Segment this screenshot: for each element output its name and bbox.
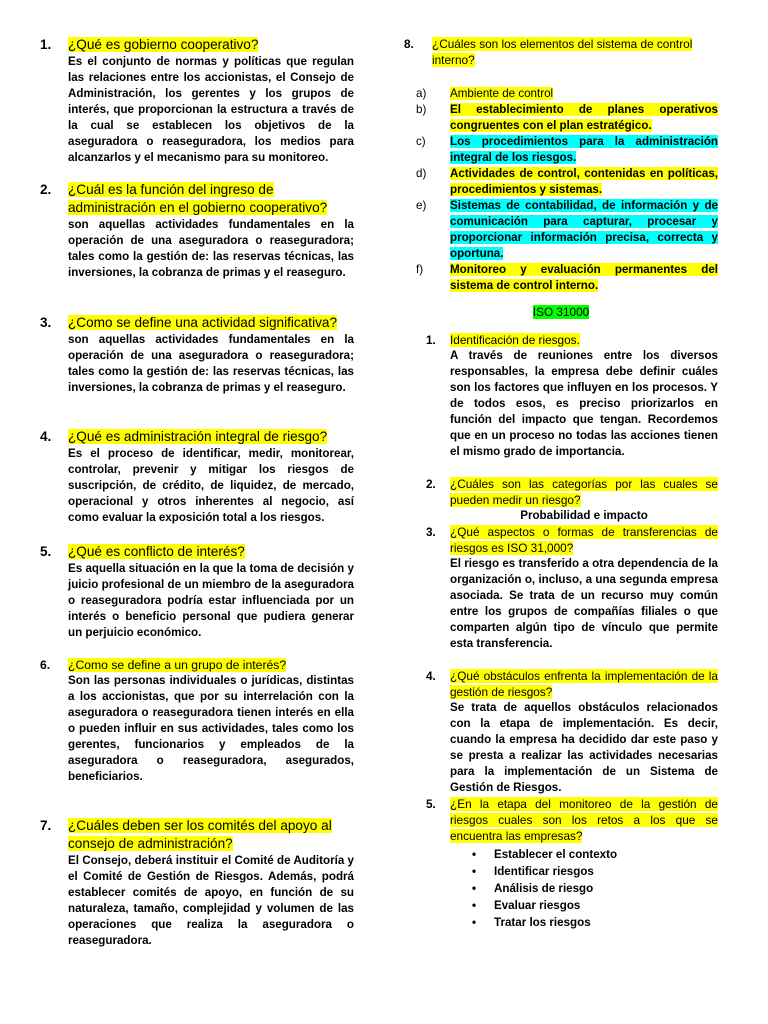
answer-text: Se trata de aquellos obstáculos relacionados con la etapa de implementación. Es decir, cuando la empresa ha decidido dar este paso y se presta a realizar las actividades necesarias para la implementación de un Sistema de Gestión de Riesgos. [450, 701, 718, 794]
question-text: ¿Como se define a un grupo de interés? [68, 658, 287, 672]
iso-question-2 [426, 476, 718, 524]
question-number: 6. [40, 658, 51, 672]
question-number: 5. [40, 544, 52, 559]
question-text: ¿Cuál es la función del ingreso de administración en el gobierno cooperativo? [68, 182, 328, 215]
answer-text: son aquellas actividades fundamentales en la operación de una aseguradora o reaseguradora; tales como la gestión de: las reservas técnicas, las inversiones, la cobranza de primas y el reaseguro. [68, 218, 354, 279]
control-elements-list [404, 86, 718, 294]
list-item: • Establecer el contexto [472, 848, 618, 861]
list-item: f) Monitoreo y evaluación permanentes del sistema de control interno. [416, 263, 718, 292]
bullet-icon: • [472, 916, 477, 929]
list-item: a) Ambiente de control [416, 87, 554, 100]
question-2 [40, 181, 354, 281]
list-item: e) Sistemas de contabilidad, de información y de comunicación para capturar, procesar y proporcionar información precisa, correcta y oportuna. [416, 199, 718, 260]
question-number: 3. [426, 525, 436, 539]
bullet-icon: • [472, 865, 477, 878]
question-7 [40, 817, 354, 949]
answer-text: El Consejo, deberá instituir el Comité de Auditoría y el Comité de Gestión de Riesgos. Además, podrá establecer comités de apoyo, en función de su naturaleza, tamaño, complejidad y volumen de las operaciones que realiza la aseguradora o reaseguradora. [68, 854, 354, 947]
question-text: ¿Cuáles son las categorías por las cuales se pueden medir un riesgo? [450, 477, 718, 507]
question-text: ¿Qué aspectos o formas de transferencias de riesgos es ISO 31,000? [450, 525, 718, 555]
question-text: ¿Como se define una actividad significativa? [68, 315, 338, 330]
question-text: ¿Qué es gobierno cooperativo? [68, 37, 259, 52]
iso-heading: ISO 31000 [532, 305, 590, 319]
list-item: • Evaluar riesgos [472, 899, 581, 912]
list-item: • Análisis de riesgo [472, 882, 594, 895]
answer-text: Es el conjunto de normas y políticas que regulan las relaciones entre los accionistas, el Consejo de Administración, los gerentes y los grupos de interés, que proporcionan la estructura a través de la cual se establecen los objetivos de la aseguradora o reaseguradora, los medios para alcanzarlos y el mecanismo para su monitoreo. [68, 55, 354, 164]
answer-text: Es aquella situación en la que la toma de decisión y juicio profesional de un miembro de la aseguradora o reaseguradora podría estar influenciada por un interés o beneficio personal que pudiera generar un perjuicio económico. [68, 562, 354, 639]
answer-text: Es el proceso de identificar, medir, monitorear, controlar, prevenir y mitigar los riesgos de suscripción, de crédito, de liquidez, de mercado, operacional y otros inherentes al negocio, así como evaluar la exposición total a los riesgos. [68, 447, 354, 524]
answer-text: Son las personas individuales o jurídicas, distintas a los accionistas, que por su interrelación con la aseguradora o reaseguradora tienen interés en ella o pueden influir en sus actividades, tales como los gerentes, funcionarios y empleados de la aseguradora o reaseguradora, asegurados, beneficiarios. [68, 674, 354, 783]
answer-text: Probabilidad e impacto [520, 509, 648, 522]
answer-text: El riesgo es transferido a otra dependencia de la organización o, incluso, a una segunda empresa asociada. Se trata de un recurso muy común entre los grupos de compañías filiales o que comparten algún tipo de vínculo que permite esta transferencia. [450, 557, 718, 650]
answer-text: son aquellas actividades fundamentales en la operación de una aseguradora o reaseguradora; tales como la gestión de: las reservas técnicas, las inversiones, la cobranza de primas y el reaseguro. [68, 333, 354, 394]
question-number: 1. [40, 37, 52, 52]
question-number: 4. [40, 429, 52, 444]
question-number: 8. [404, 37, 414, 51]
question-text: ¿Cuáles son los elementos del sistema de control interno? [432, 37, 693, 67]
iso-question-1 [426, 332, 718, 460]
question-number: 7. [40, 818, 52, 833]
list-item: c) Los procedimientos para la administración integral de los riesgos. [416, 135, 718, 164]
question-number: 4. [426, 669, 436, 683]
answer-text: A través de reuniones entre los diversos responsables, la empresa debe definir cuáles son los factores que influyen en los procesos. Y de todos esos, es preciso priorizarlos en función del impacto que tengan. Recordemos que en un proceso no todas las acciones tienen el mismo grado de importancia. [450, 349, 718, 458]
question-4 [40, 428, 354, 526]
iso-question-5 [426, 796, 718, 931]
question-text: ¿Qué es conflicto de interés? [68, 544, 245, 559]
question-number: 2. [40, 182, 52, 197]
iso-question-3 [426, 524, 718, 652]
bullet-icon: • [472, 848, 477, 861]
iso-question-4 [426, 668, 718, 796]
question-text: ¿Qué obstáculos enfrenta la implementación de la gestión de riesgos? [450, 669, 718, 699]
question-text: ¿Cuáles deben ser los comités del apoyo al consejo de administración? [68, 818, 332, 851]
list-item: • Identificar riesgos [472, 865, 594, 878]
question-3 [40, 314, 354, 396]
question-text: ¿En la etapa del monitoreo de la gestión de riesgos cuales son los retos a los que se encuentra las empresas? [450, 797, 718, 843]
question-number: 5. [426, 797, 436, 811]
bullet-icon: • [472, 899, 477, 912]
bullet-icon: • [472, 882, 477, 895]
list-item: d) Actividades de control, contenidas en políticas, procedimientos y sistemas. [416, 167, 718, 196]
question-6 [40, 657, 354, 785]
list-item: b) El establecimiento de planes operativos congruentes con el plan estratégico. [416, 103, 718, 132]
question-number: 1. [426, 333, 436, 347]
question-number: 3. [40, 315, 52, 330]
question-number: 2. [426, 477, 436, 491]
risk-steps-list [472, 846, 718, 931]
list-item: • Tratar los riesgos [472, 916, 591, 929]
question-1 [40, 36, 354, 166]
question-5 [40, 543, 354, 641]
question-text: ¿Qué es administración integral de riesgo? [68, 429, 328, 444]
question-8 [404, 36, 718, 294]
question-text: Identificación de riesgos. [450, 333, 580, 347]
